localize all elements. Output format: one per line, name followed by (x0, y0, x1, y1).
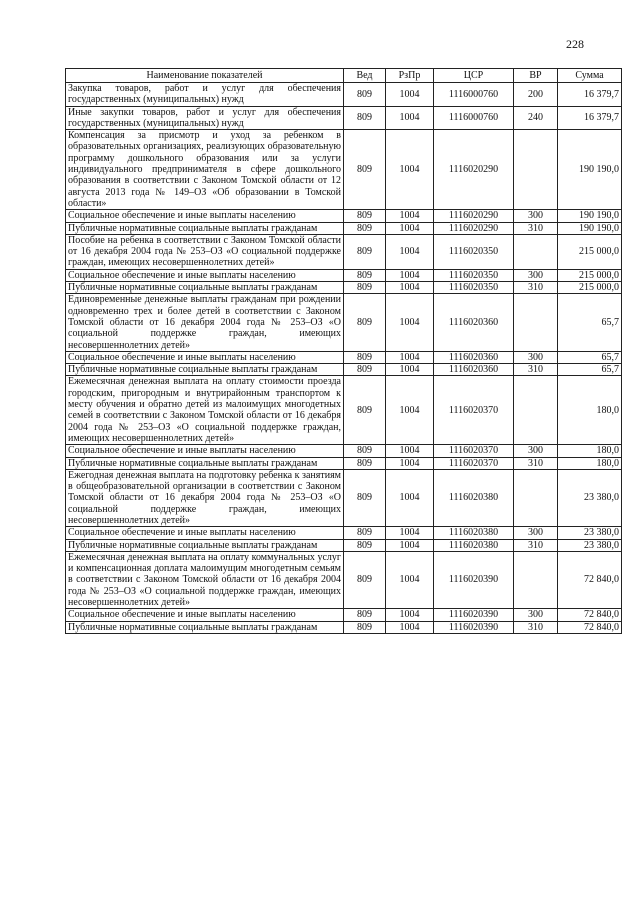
cell-rzpr: 1004 (386, 609, 434, 621)
cell-name: Ежемесячная денежная выплата на оплату коммунальных услуг и компенсационная доплата малоимущим многодетным семьям в соответствии с Законом Томской области от 16 декабря 2004 года № 253–ОЗ «О социальной поддержке граждан, имеющих несовершеннолетних детей» (66, 551, 344, 608)
cell-rzpr: 1004 (386, 445, 434, 457)
cell-rzpr: 1004 (386, 621, 434, 633)
cell-csr: 1116020390 (434, 621, 514, 633)
cell-rzpr: 1004 (386, 234, 434, 269)
table-row (66, 376, 622, 445)
cell-name: Единовременные денежные выплаты гражданам при рождении одновременно трех и более детей в соответствии с Законом Томской области от 16 декабря 2004 года № 253–ОЗ «О социальной поддержке граждан, имеющих несовершеннолетних детей» (66, 294, 344, 351)
table-row (66, 130, 622, 210)
cell-csr: 1116020290 (434, 222, 514, 234)
cell-rzpr: 1004 (386, 130, 434, 210)
cell-ved: 809 (344, 621, 386, 633)
cell-csr: 1116020290 (434, 130, 514, 210)
cell-sum: 72 840,0 (558, 609, 622, 621)
cell-ved: 809 (344, 269, 386, 281)
cell-rzpr: 1004 (386, 539, 434, 551)
table-header-row (66, 69, 622, 83)
table-row (66, 83, 622, 107)
cell-csr: 1116020350 (434, 282, 514, 294)
cell-name: Ежемесячная денежная выплата на оплату стоимости проезда городским, пригородным и внутрирайонным транспортом к месту обучения и обратно детей из малоимущих многодетных семей в соответствии с Законом Томской области от 16 декабря 2004 года № 253–ОЗ «О социальной поддержке граждан, имеющих несовершеннолетних детей» (66, 376, 344, 445)
cell-vr: 310 (514, 282, 558, 294)
budget-table (65, 68, 622, 634)
cell-ved: 809 (344, 234, 386, 269)
table-row (66, 294, 622, 351)
table-row (66, 457, 622, 469)
cell-sum: 23 380,0 (558, 469, 622, 526)
cell-vr (514, 376, 558, 445)
cell-rzpr: 1004 (386, 457, 434, 469)
header-sum: Сумма (558, 69, 622, 83)
cell-csr: 1116020350 (434, 269, 514, 281)
cell-ved: 809 (344, 364, 386, 376)
cell-rzpr: 1004 (386, 469, 434, 526)
cell-vr: 310 (514, 222, 558, 234)
cell-rzpr: 1004 (386, 527, 434, 539)
cell-vr (514, 469, 558, 526)
cell-vr: 300 (514, 527, 558, 539)
header-name: Наименование показателей (66, 69, 344, 83)
cell-csr: 1116020390 (434, 609, 514, 621)
page-number: 228 (566, 37, 584, 51)
cell-sum: 190 190,0 (558, 222, 622, 234)
cell-ved: 809 (344, 469, 386, 526)
cell-name: Социальное обеспечение и иные выплаты населению (66, 351, 344, 363)
cell-rzpr: 1004 (386, 269, 434, 281)
header-csr: ЦСР (434, 69, 514, 83)
cell-ved: 809 (344, 130, 386, 210)
cell-rzpr: 1004 (386, 210, 434, 222)
cell-sum: 65,7 (558, 364, 622, 376)
table-row (66, 234, 622, 269)
cell-sum: 190 190,0 (558, 130, 622, 210)
cell-csr: 1116020290 (434, 210, 514, 222)
cell-name: Социальное обеспечение и иные выплаты населению (66, 269, 344, 281)
cell-ved: 809 (344, 609, 386, 621)
cell-rzpr: 1004 (386, 351, 434, 363)
cell-csr: 1116020380 (434, 539, 514, 551)
cell-csr: 1116020360 (434, 351, 514, 363)
cell-name: Социальное обеспечение и иные выплаты населению (66, 609, 344, 621)
cell-rzpr: 1004 (386, 83, 434, 107)
cell-ved: 809 (344, 551, 386, 608)
cell-ved: 809 (344, 351, 386, 363)
cell-ved: 809 (344, 376, 386, 445)
cell-csr: 1116020370 (434, 445, 514, 457)
cell-vr: 310 (514, 621, 558, 633)
cell-ved: 809 (344, 457, 386, 469)
cell-vr (514, 234, 558, 269)
cell-vr (514, 130, 558, 210)
cell-name: Компенсация за присмотр и уход за ребенком в образовательных организациях, реализующих образовательную программу дошкольного образования или за услуги индивидуального предпринимателя в сфере дошкольного образования в соответствии с Законом Томской области от 12 августа 2013 года № 149–ОЗ «Об образовании в Томской области» (66, 130, 344, 210)
cell-csr: 1116020370 (434, 457, 514, 469)
cell-rzpr: 1004 (386, 294, 434, 351)
cell-name: Пособие на ребенка в соответствии с Законом Томской области от 16 декабря 2004 года № 253–ОЗ «О социальной поддержке граждан, имеющих несовершеннолетних детей» (66, 234, 344, 269)
cell-sum: 72 840,0 (558, 621, 622, 633)
cell-name: Публичные нормативные социальные выплаты гражданам (66, 457, 344, 469)
cell-name: Публичные нормативные социальные выплаты гражданам (66, 282, 344, 294)
cell-sum: 215 000,0 (558, 282, 622, 294)
header-ved: Вед (344, 69, 386, 83)
cell-csr: 1116020390 (434, 551, 514, 608)
table-row (66, 269, 622, 281)
header-vr: ВР (514, 69, 558, 83)
cell-ved: 809 (344, 83, 386, 107)
table-row (66, 210, 622, 222)
cell-sum: 215 000,0 (558, 234, 622, 269)
cell-csr: 1116020370 (434, 376, 514, 445)
table-row (66, 106, 622, 130)
table-row (66, 445, 622, 457)
cell-vr: 310 (514, 457, 558, 469)
cell-vr: 240 (514, 106, 558, 130)
cell-rzpr: 1004 (386, 282, 434, 294)
cell-sum: 180,0 (558, 457, 622, 469)
cell-csr: 1116000760 (434, 83, 514, 107)
table-row (66, 539, 622, 551)
cell-rzpr: 1004 (386, 376, 434, 445)
table-row (66, 364, 622, 376)
cell-ved: 809 (344, 527, 386, 539)
cell-sum: 23 380,0 (558, 527, 622, 539)
cell-name: Публичные нормативные социальные выплаты гражданам (66, 621, 344, 633)
cell-vr: 300 (514, 445, 558, 457)
cell-csr: 1116020380 (434, 469, 514, 526)
table-body (66, 83, 622, 634)
table-row (66, 551, 622, 608)
cell-vr: 310 (514, 364, 558, 376)
cell-rzpr: 1004 (386, 364, 434, 376)
cell-vr (514, 294, 558, 351)
cell-csr: 1116020350 (434, 234, 514, 269)
cell-sum: 215 000,0 (558, 269, 622, 281)
table-row (66, 621, 622, 633)
cell-sum: 180,0 (558, 376, 622, 445)
cell-sum: 190 190,0 (558, 210, 622, 222)
cell-name: Ежегодная денежная выплата на подготовку ребенка к занятиям в общеобразовательной организации в соответствии с Законом Томской области от 16 декабря 2004 года № 253–ОЗ «О социальной поддержке граждан, имеющих несовершеннолетних детей» (66, 469, 344, 526)
cell-name: Социальное обеспечение и иные выплаты населению (66, 445, 344, 457)
cell-ved: 809 (344, 222, 386, 234)
cell-vr: 310 (514, 539, 558, 551)
cell-vr (514, 551, 558, 608)
cell-sum: 65,7 (558, 294, 622, 351)
cell-name: Публичные нормативные социальные выплаты гражданам (66, 539, 344, 551)
cell-csr: 1116020360 (434, 294, 514, 351)
cell-ved: 809 (344, 539, 386, 551)
cell-ved: 809 (344, 445, 386, 457)
cell-ved: 809 (344, 210, 386, 222)
cell-sum: 23 380,0 (558, 539, 622, 551)
table-row (66, 609, 622, 621)
cell-rzpr: 1004 (386, 106, 434, 130)
cell-sum: 72 840,0 (558, 551, 622, 608)
cell-vr: 300 (514, 210, 558, 222)
cell-name: Социальное обеспечение и иные выплаты населению (66, 210, 344, 222)
cell-vr: 300 (514, 351, 558, 363)
table-row (66, 351, 622, 363)
cell-rzpr: 1004 (386, 222, 434, 234)
cell-name: Социальное обеспечение и иные выплаты населению (66, 527, 344, 539)
cell-ved: 809 (344, 106, 386, 130)
cell-name: Иные закупки товаров, работ и услуг для обеспечения государственных (муниципальных) нужд (66, 106, 344, 130)
cell-vr: 300 (514, 609, 558, 621)
cell-ved: 809 (344, 294, 386, 351)
cell-rzpr: 1004 (386, 551, 434, 608)
cell-vr: 200 (514, 83, 558, 107)
table-row (66, 527, 622, 539)
cell-sum: 180,0 (558, 445, 622, 457)
cell-name: Публичные нормативные социальные выплаты гражданам (66, 222, 344, 234)
cell-sum: 16 379,7 (558, 83, 622, 107)
header-rzpr: РзПр (386, 69, 434, 83)
cell-name: Публичные нормативные социальные выплаты гражданам (66, 364, 344, 376)
cell-name: Закупка товаров, работ и услуг для обеспечения государственных (муниципальных) нужд (66, 83, 344, 107)
cell-vr: 300 (514, 269, 558, 281)
cell-sum: 65,7 (558, 351, 622, 363)
cell-csr: 1116020380 (434, 527, 514, 539)
table-row (66, 469, 622, 526)
cell-csr: 1116000760 (434, 106, 514, 130)
cell-ved: 809 (344, 282, 386, 294)
cell-csr: 1116020360 (434, 364, 514, 376)
table-row (66, 222, 622, 234)
table-row (66, 282, 622, 294)
cell-sum: 16 379,7 (558, 106, 622, 130)
